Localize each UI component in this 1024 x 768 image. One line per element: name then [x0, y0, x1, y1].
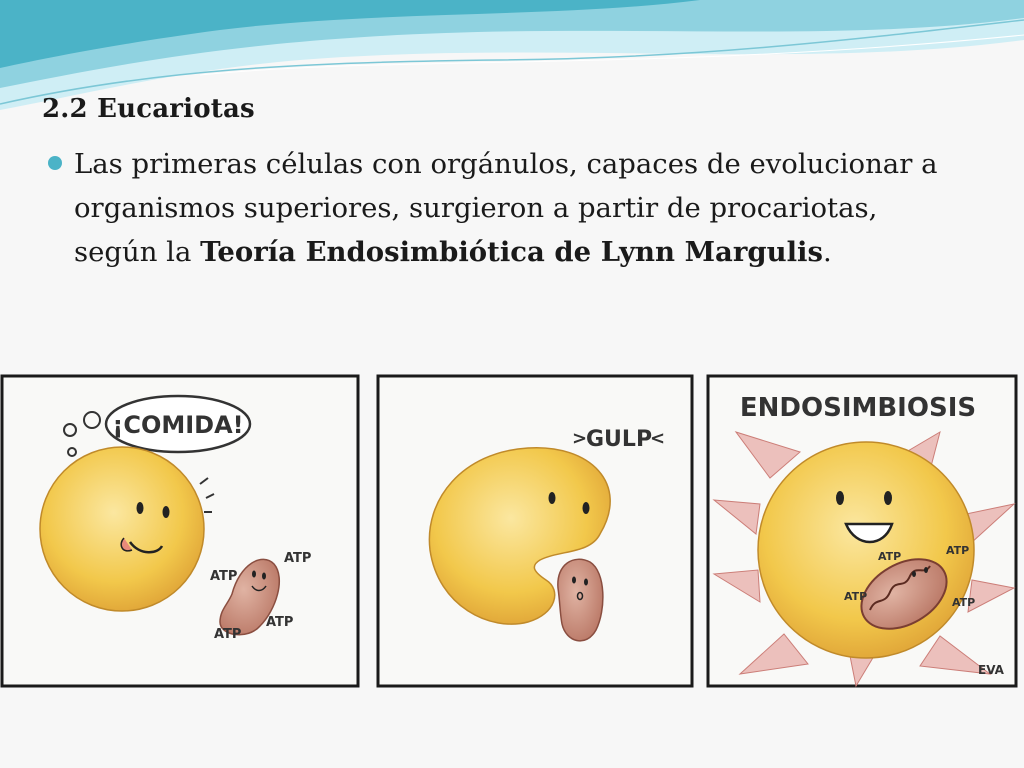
bacterium-eye-left [252, 571, 256, 578]
cell-eye-right [163, 506, 170, 518]
bullet-text-bold: Teoría Endosimbiótica de Lynn Margulis [200, 236, 823, 268]
mitochondrion-eye-right [924, 567, 928, 573]
engulfed-bacterium-eye-left [572, 577, 576, 584]
atp-label-2: ATP [284, 551, 312, 566]
bullet-dot-icon [48, 156, 62, 170]
eukaryotic-cell-eye-left [836, 491, 844, 505]
speech-bubble-text: ¡COMIDA! [112, 411, 244, 439]
slide-heading: 2.2 Eucariotas [42, 94, 255, 124]
sound-effect-text: GULP [586, 427, 653, 452]
engulfed-bacterium-eye-right [584, 579, 588, 586]
bullet-text-part2: . [822, 236, 832, 268]
eukaryotic-cell-eye-right [884, 491, 892, 505]
bacterium-eye-right [262, 573, 266, 580]
mitochondrion-eye-left [912, 571, 916, 577]
atp-label-6: ATP [946, 544, 970, 557]
atp-label-5: ATP [878, 550, 902, 563]
bullet-item [42, 142, 962, 274]
atp-label-3: ATP [214, 627, 242, 642]
atp-label-8: ATP [952, 596, 976, 609]
eukaryotic-cell [758, 442, 974, 658]
atp-label-4: ATP [266, 615, 294, 630]
sound-arrow-left: > [572, 428, 588, 449]
bullet-text [74, 142, 962, 274]
atp-label-7: ATP [844, 590, 868, 603]
engulfing-cell-eye-left [549, 492, 556, 504]
hungry-cell [40, 447, 204, 611]
panel-3-title: ENDOSIMBIOSIS [739, 393, 977, 423]
cell-eye-left [137, 502, 144, 514]
bullet-text-part1: Las primeras células con orgánulos, capaces de evolucionar a organismos superiores, surgieron a partir de procariotas, según la [74, 148, 938, 268]
endosymbiosis-comic [0, 374, 1018, 690]
engulfing-cell-eye-right [583, 502, 590, 514]
atp-label-1: ATP [210, 569, 238, 584]
artist-signature: EVA [978, 663, 1004, 677]
sound-arrow-right: < [650, 428, 666, 449]
